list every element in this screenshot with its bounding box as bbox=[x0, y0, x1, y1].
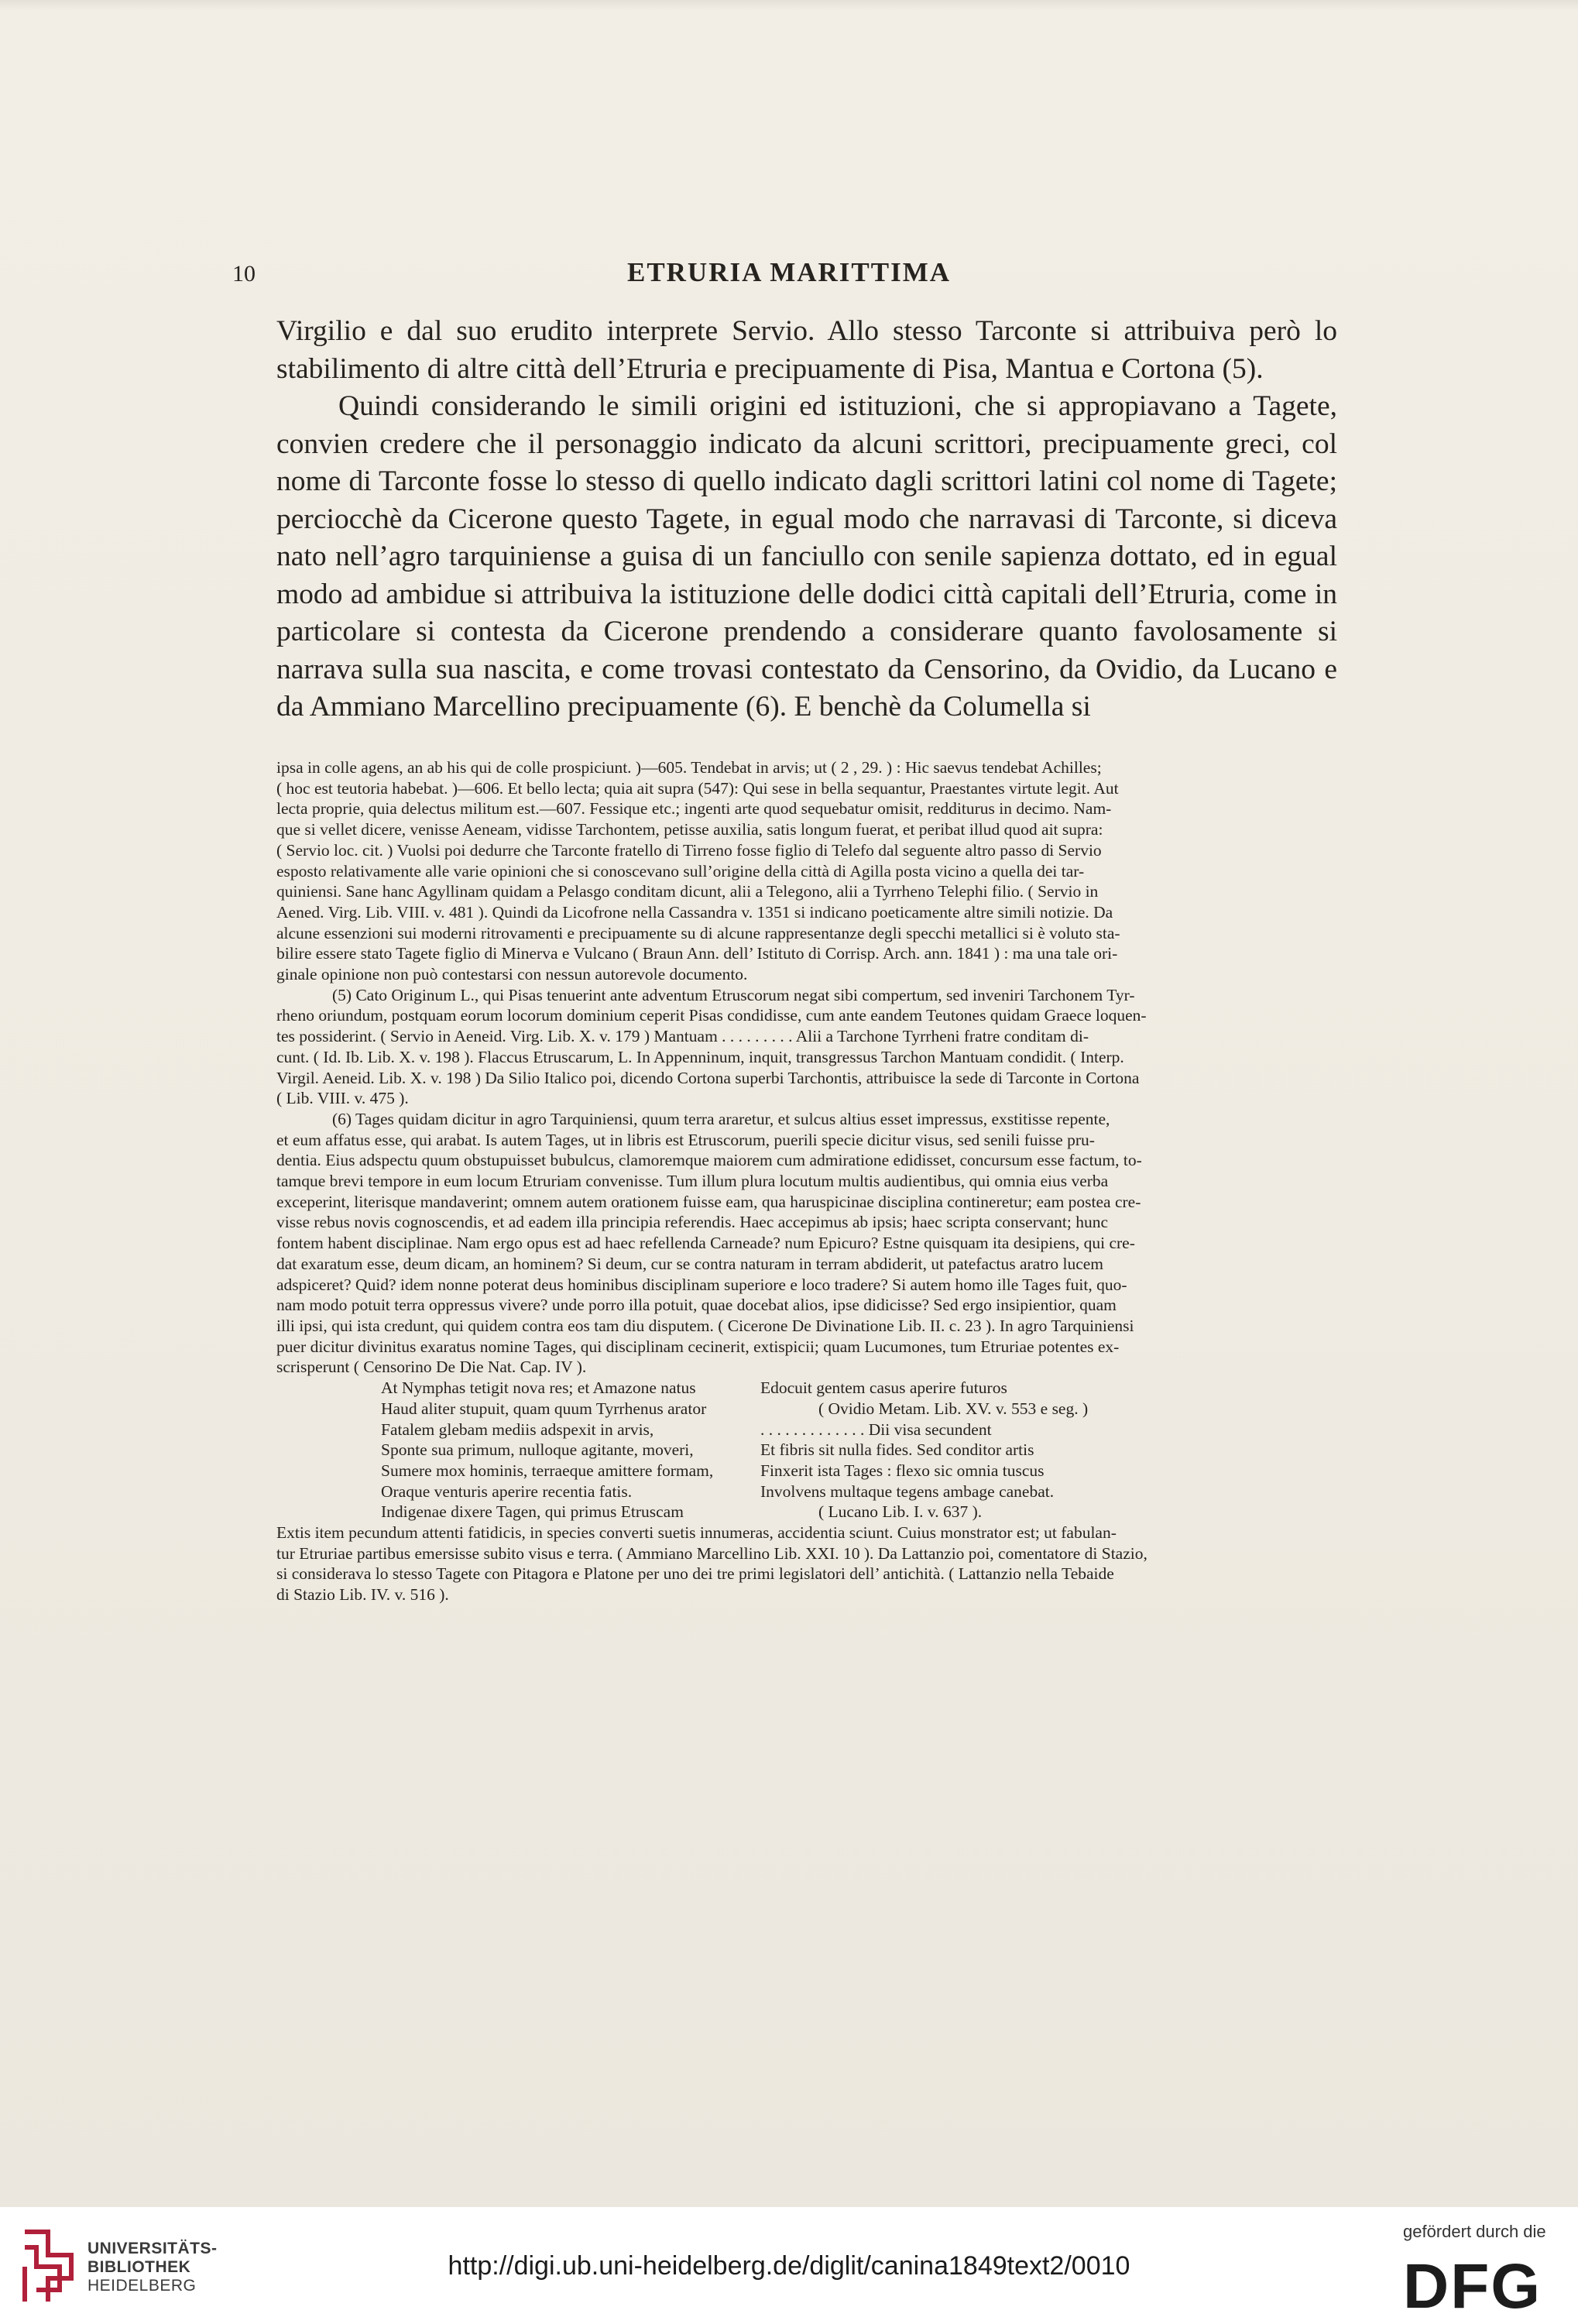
verse-quotation bbox=[276, 1378, 1337, 1522]
verse-right-column bbox=[760, 1378, 1337, 1522]
verse-line: Indigenae dixere Tagen, qui primus Etruscam bbox=[381, 1502, 684, 1522]
footnote-line: ginale opinione non può contestarsi con nessun autorevole documento. bbox=[276, 965, 748, 984]
footnote-line: tur Etruriae partibus emersisse subito visus e terra. ( Ammiano Marcellino Lib. XXI. 10 ). Da Lattanzio poi, comentatore di Stazio, bbox=[276, 1543, 1147, 1563]
footnote-line: bilire essere stato Tagete figlio di Minerva e Vulcano ( Braun Ann. dell’ Istituto di Corrisp. Arch. ann. 1841 ) : ma una tale ori- bbox=[276, 944, 1118, 963]
body-paragraph: Virgilio e dal suo erudito interprete Servio. Allo stesso Tarconte si attribuiva però lo stabilimento di altre città dell’Etruria e precipuamente di Pisa, Mantua e Cortona (5). bbox=[276, 315, 1337, 385]
page-number: 10 bbox=[232, 261, 256, 287]
footnote-line: illi ipsi, qui ista credunt, qui quidem contra eos tam diu disputem. ( Cicerone De Divinatione Lib. II. c. 23 ). In agro Tarquiniensi bbox=[276, 1316, 1134, 1335]
footnote-line: rheno oriundum, postquam eorum locorum dominium ceperit Pisas condidisse, cum ante eandem Teutones quidam Graece loquen- bbox=[276, 1006, 1147, 1025]
library-line: HEIDELBERG bbox=[87, 2277, 197, 2295]
main-text bbox=[276, 313, 1337, 726]
footnote-6 bbox=[276, 1109, 1337, 1378]
footnote-line: exceperint, literisque mandaverint; omnem autem orationem fuisse eam, qua haruspicinae disciplina contineretur; eam postea cre- bbox=[276, 1192, 1141, 1211]
footnotes bbox=[276, 757, 1337, 1605]
footnote-line: alcune essenzioni sui moderni ritrovamenti e precipuamente su di alcune rappresentanze degli specchi metallici si è voluto sta- bbox=[276, 923, 1120, 942]
permalink-url[interactable]: http://digi.ub.uni-heidelberg.de/diglit/canina1849text2/0010 bbox=[448, 2251, 1130, 2281]
body-paragraph: Quindi considerando le simili origini ed istituzioni, che si appropiavano a Tagete, convien credere che il personaggio indicato da alcuni scrittori, precipuamente greci, col nome di Tarconte fosse lo stesso di quello indicato dagli scrittori latini col nome di Tagete; perciocchè da Cicerone questo Tagete, in egual modo che narravasi di Tarconte, si diceva nato nell’agro tarquiniense a guisa di un fanciullo con senile sapienza dottato, ed in egual modo ad ambidue si attribuiva la istituzione delle dodici città capitali dell’Etruria, come in particolare si contesta da Cicerone prendendo a considerare quanto favolosamente si narrava sulla sua nascita, e come trovasi contestato da Censorino, da Ovidio, da Lucano e da Ammiano Marcellino precipuamente (6). E benchè da Columella si bbox=[276, 390, 1337, 723]
verse-line: Fatalem glebam mediis adspexit in arvis, bbox=[381, 1419, 654, 1439]
footnote-line: (6) Tages quidam dicitur in agro Tarquiniensi, quum terra araretur, et sulcus altius esset impressus, exstitisse repente, bbox=[332, 1109, 1110, 1128]
footnote-line: puer dicitur divinitus exaratus nomine Tages, qui disciplinam cecinerit, extispicii; quam Lucumones, tum Etruriae potentes ex- bbox=[276, 1337, 1120, 1356]
footnote-line: adspiceret? Quid? idem nonne poterat deus hominibus disciplinam superiore e loco tradere? Si autem homo ille Tages fuit, quo- bbox=[276, 1275, 1127, 1294]
footnote-line: ( hoc est teutoria habebat. )—606. Et bello lecta; quia ait supra (547): Qui sese in bella sequantur, Praestantes virtute legit. Aut bbox=[276, 778, 1119, 798]
footnote-line: Extis item pecundum attenti fatidicis, in species converti suetis innumeras, accidentia sciunt. Cuius monstrator est; ut fabulan- bbox=[276, 1523, 1117, 1543]
footnote-5 bbox=[276, 985, 1337, 1109]
funding-caption: gefördert durch die bbox=[1403, 2222, 1546, 2241]
footnote-line: ipsa in colle agens, an ab his qui de colle prospiciunt. )—605. Tendebat in arvis; ut ( 2 , 29. ) : Hic saevus tendebat Achilles; bbox=[276, 758, 1102, 777]
footnote-line: que si vellet dicere, venisse Aeneam, vidisse Tarchontem, petisse auxilia, satis longum fuerat, et peribat illud quod ait supra: bbox=[276, 820, 1103, 839]
verse-left-column bbox=[276, 1378, 760, 1522]
verse-line: Involvens multaque tegens ambage canebat. bbox=[760, 1481, 1055, 1501]
footnote-line: Virgil. Aeneid. Lib. X. v. 198 ) Da Silio Italico poi, dicendo Cortona superbi Tarchontis, attribuisce la sede di Tarconte in Cortona bbox=[276, 1068, 1140, 1087]
footnote-line: nam modo potuit terra oppressus vivere? unde porro illa potuit, quae docebat alios, ipse didicisse? Sed ergo insipientior, quam bbox=[276, 1296, 1117, 1315]
verse-citation: ( Ovidio Metam. Lib. XV. v. 553 e seg. ) bbox=[818, 1399, 1089, 1418]
library-line: UNIVERSITÄTS- bbox=[87, 2240, 218, 2257]
footnote-line: lecta proprie, quia delectus militum est.—607. Fessique etc.; ingenti arte quod sequebatur omisit, redditurus in decimo. Nam- bbox=[276, 799, 1112, 819]
library-line: BIBLIOTHEK bbox=[87, 2258, 191, 2276]
footnote-line: tes possiderint. ( Servio in Aeneid. Virg. Lib. X. v. 179 ) Mantuam . . . . . . . . . Alii a Tarchone Tyrrheni fratre conditam di- bbox=[276, 1027, 1089, 1046]
footnote-line: di Stazio Lib. IV. v. 516 ). bbox=[276, 1585, 449, 1605]
verse-line: Finxerit ista Tages : flexo sic omnia tuscus bbox=[760, 1461, 1045, 1480]
verse-line: Oraque venturis aperire recentia fatis. bbox=[381, 1481, 633, 1501]
verse-line: Edocuit gentem casus aperire futuros bbox=[760, 1378, 1007, 1398]
footnote-continuation bbox=[276, 757, 1337, 985]
footnote-line: quiniensi. Sane hanc Agyllinam quidam a Pelasgo conditam dicunt, alii a Telegono, alii a Tyrrheno Telephi filio. ( Servio in bbox=[276, 882, 1099, 901]
footnote-line: dentia. Eius adspectu quum obstupuisset bubulcus, clamoremque maiorem cum admiratione edidisset, concursum esse factum, to- bbox=[276, 1151, 1142, 1170]
footnote-line: esposto relativamente alle varie opinioni che si conoscevano sull’origine della città di Agilla posta vicino a quella dei tar- bbox=[276, 861, 1085, 881]
running-head: ETRURIA MARITTIMA bbox=[626, 257, 952, 287]
footnote-line: (5) Cato Originum L., qui Pisas tenuerint ante adventum Etruscorum negat sibi compertum, sed inveniri Tarchonem Tyr- bbox=[332, 985, 1135, 1004]
footnote-line: scrisperunt ( Censorino De Die Nat. Cap. IV ). bbox=[276, 1358, 587, 1377]
footnote-line: tamque brevi tempore in eum locum Etruriam convenisse. Tum illum plura locutum multis audientibus, qui omnia eius verba bbox=[276, 1172, 1109, 1191]
page-shading bbox=[0, 0, 1578, 11]
verse-line: Sponte sua primum, nulloque agitante, moveri, bbox=[381, 1440, 694, 1460]
verse-line: . . . . . . . . . . . . . Dii visa secundent bbox=[760, 1419, 992, 1439]
dfg-logo-icon[interactable]: DFG bbox=[1403, 2251, 1542, 2322]
footnote-line: et eum affatus esse, qui arabat. Is autem Tages, ut in libris est Etruscorum, puerili specie dicitur visus, sed senili fuisse pru- bbox=[276, 1130, 1095, 1149]
verse-line: Sumere mox hominis, terraeque amittere formam, bbox=[381, 1461, 714, 1480]
footnote-line: cunt. ( Id. Ib. Lib. X. v. 198 ). Flaccus Etruscarum, L. In Appenninum, inquit, transgressus Tarchon Mantuam condidit. ( Interp. bbox=[276, 1047, 1124, 1066]
verse-citation: ( Lucano Lib. I. v. 637 ). bbox=[818, 1502, 983, 1522]
footnote-line: si considerava lo stesso Tagete con Pitagora e Platone per uno dei tre primi legislatori dell’ antichità. ( Lattanzio nella Tebaide bbox=[276, 1564, 1114, 1584]
verse-line: At Nymphas tetigit nova res; et Amazone natus bbox=[381, 1378, 696, 1398]
footnote-line: Aened. Virg. Lib. VIII. v. 481 ). Quindi da Licofrone nella Cassandra v. 1351 si indicano poeticamente altre simili notizie. Da bbox=[276, 902, 1113, 922]
footnote-line: ( Lib. VIII. v. 475 ). bbox=[276, 1089, 409, 1108]
verse-line: Haud aliter stupuit, quam quum Tyrrhenus arator bbox=[381, 1399, 707, 1418]
verse-line: Et fibris sit nulla fides. Sed conditor artis bbox=[760, 1440, 1034, 1460]
footnote-line: ( Servio loc. cit. ) Vuolsi poi dedurre che Tarconte fratello di Tirreno fosse figlio di Telefo dal seguente altro passo di Servio bbox=[276, 840, 1102, 860]
footnote-6-end bbox=[276, 1522, 1337, 1605]
footnote-line: fontem habent disciplinae. Nam ergo opus est ad haec refellenda Carneade? num Epicuro? Estne quisquam ita desipiens, qui cre- bbox=[276, 1234, 1135, 1253]
footnote-line: dat exaratum esse, deum dicam, an hominem? Si deum, cur se contra naturam in terram abdiderit, ut patefactus aratro lucem bbox=[276, 1254, 1104, 1273]
footnote-line: visse rebus novis cognoscendis, et ad eadem illa principia referendis. Haec accepimus ab ipsis; haec scripta conservant; hunc bbox=[276, 1213, 1109, 1232]
